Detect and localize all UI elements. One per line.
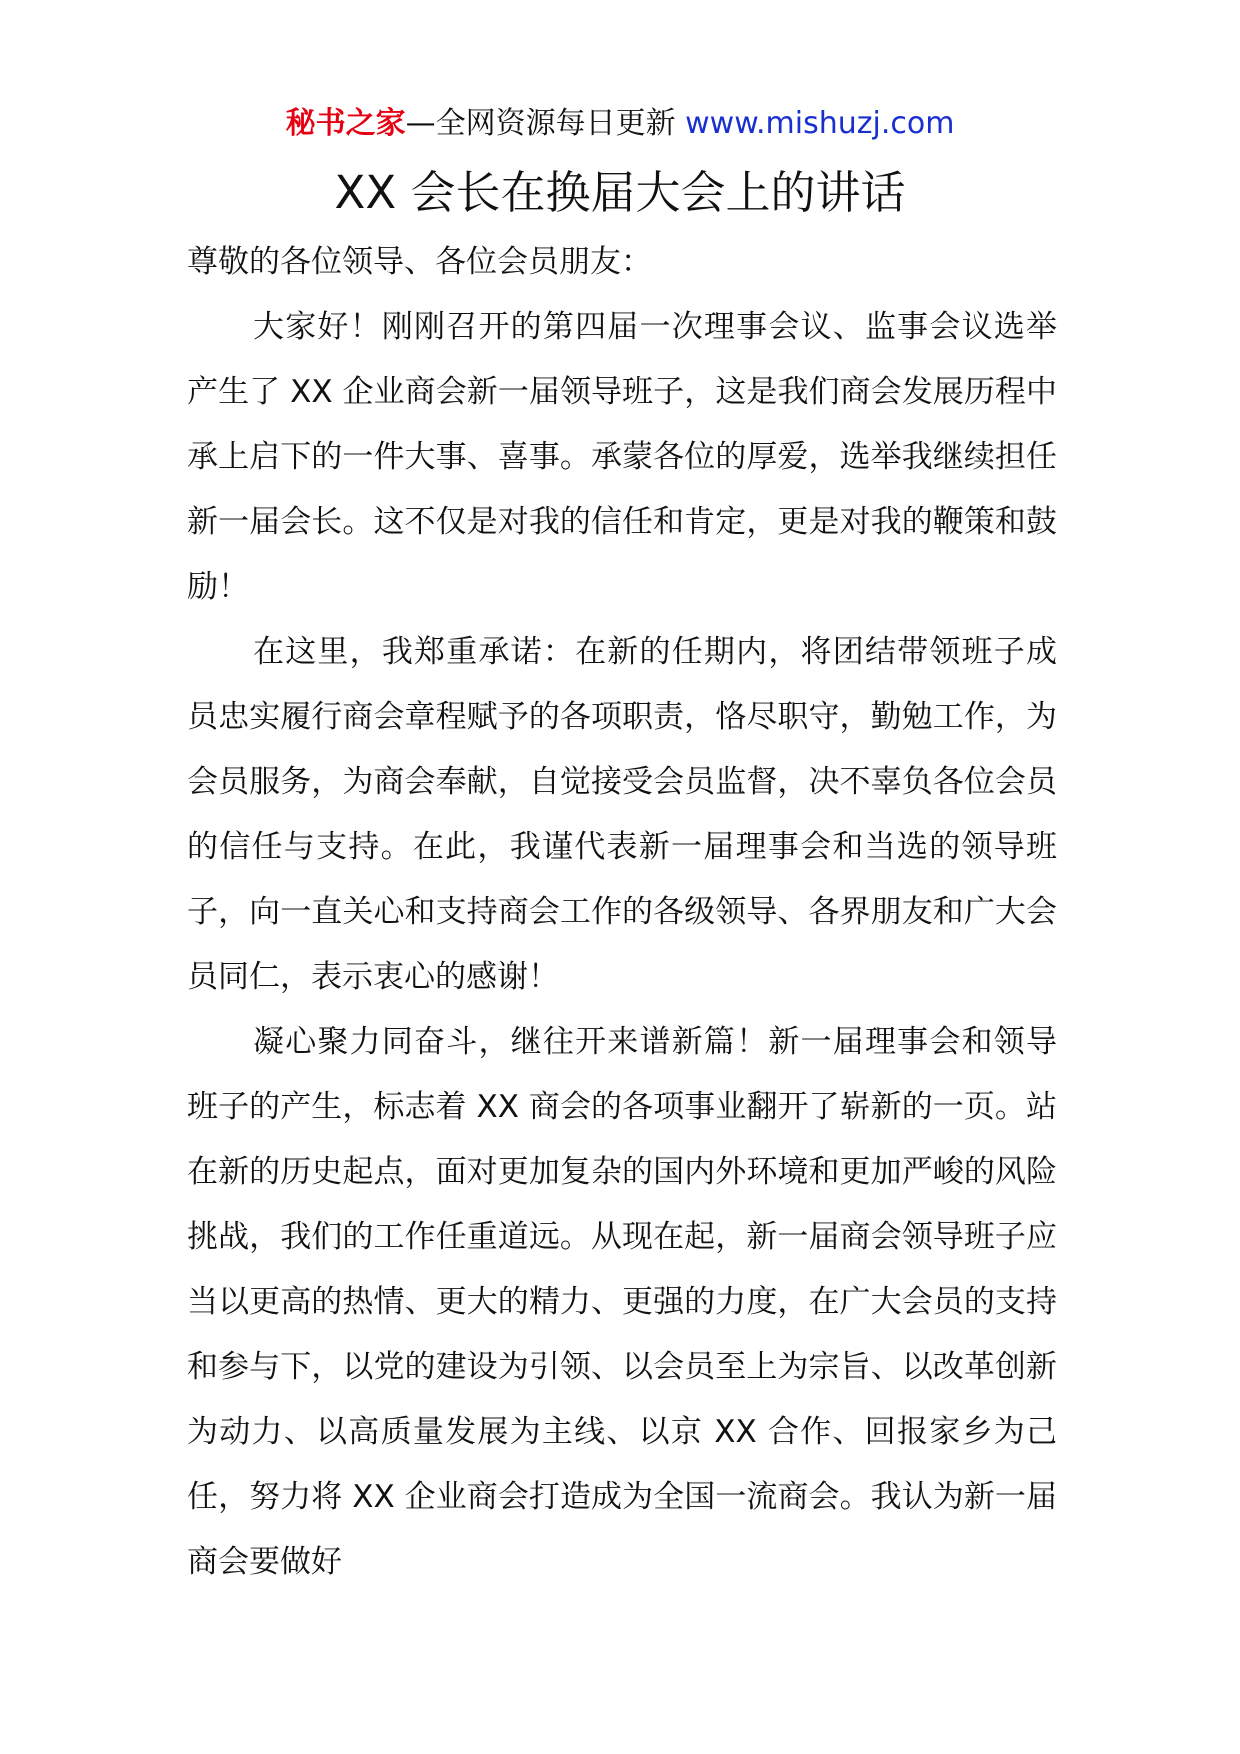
- paragraph-1: 大家好！刚刚召开的第四届一次理事会议、监事会议选举产生了 XX 企业商会新一届领导班子，这是我们商会发展历程中承上启下的一件大事、喜事。承蒙各位的厚爱，选举我继续担任新一届会长。这不仅是对我的信任和肯定，更是对我的鞭策和鼓励！: [187, 309, 1057, 605]
- header-tagline: —全网资源每日更新: [405, 106, 686, 141]
- document-title: XX 会长在换届大会上的讲话: [334, 166, 906, 219]
- paragraph-3: 凝心聚力同奋斗，继往开来谱新篇！新一届理事会和领导班子的产生，标志着 XX 商会的各项事业翻开了崭新的一页。站在新的历史起点，面对更加复杂的国内外环境和更加严峻的风险挑战，我们的工作任重道远。从现在起，新一届商会领导班子应当以更高的热情、更大的精力、更强的力度，在广大会员的支持和参与下，以党的建设为引领、以会员至上为宗旨、以改革创新为动力、以高质量发展为主线、以京 XX 合作、回报家乡为己任，努力将 XX 企业商会打造成为全国一流商会。我认为新一届商会要做好: [187, 1024, 1057, 1580]
- site-header: [0, 104, 1240, 144]
- brand-name: 秘书之家: [285, 106, 406, 141]
- salutation: 尊敬的各位领导、各位会员朋友：: [187, 244, 652, 280]
- paragraph-2: 在这里，我郑重承诺：在新的任期内，将团结带领班子成员忠实履行商会章程赋予的各项职责，恪尽职守，勤勉工作，为会员服务，为商会奉献，自觉接受会员监督，决不辜负各位会员的信任与支持。在此，我谨代表新一届理事会和当选的领导班子，向一直关心和支持商会工作的各级领导、各界朋友和广大会员同仁，表示衷心的感谢！: [187, 634, 1057, 995]
- document-body: [187, 230, 1057, 1595]
- site-url[interactable]: www.mishuzj.com: [685, 106, 955, 141]
